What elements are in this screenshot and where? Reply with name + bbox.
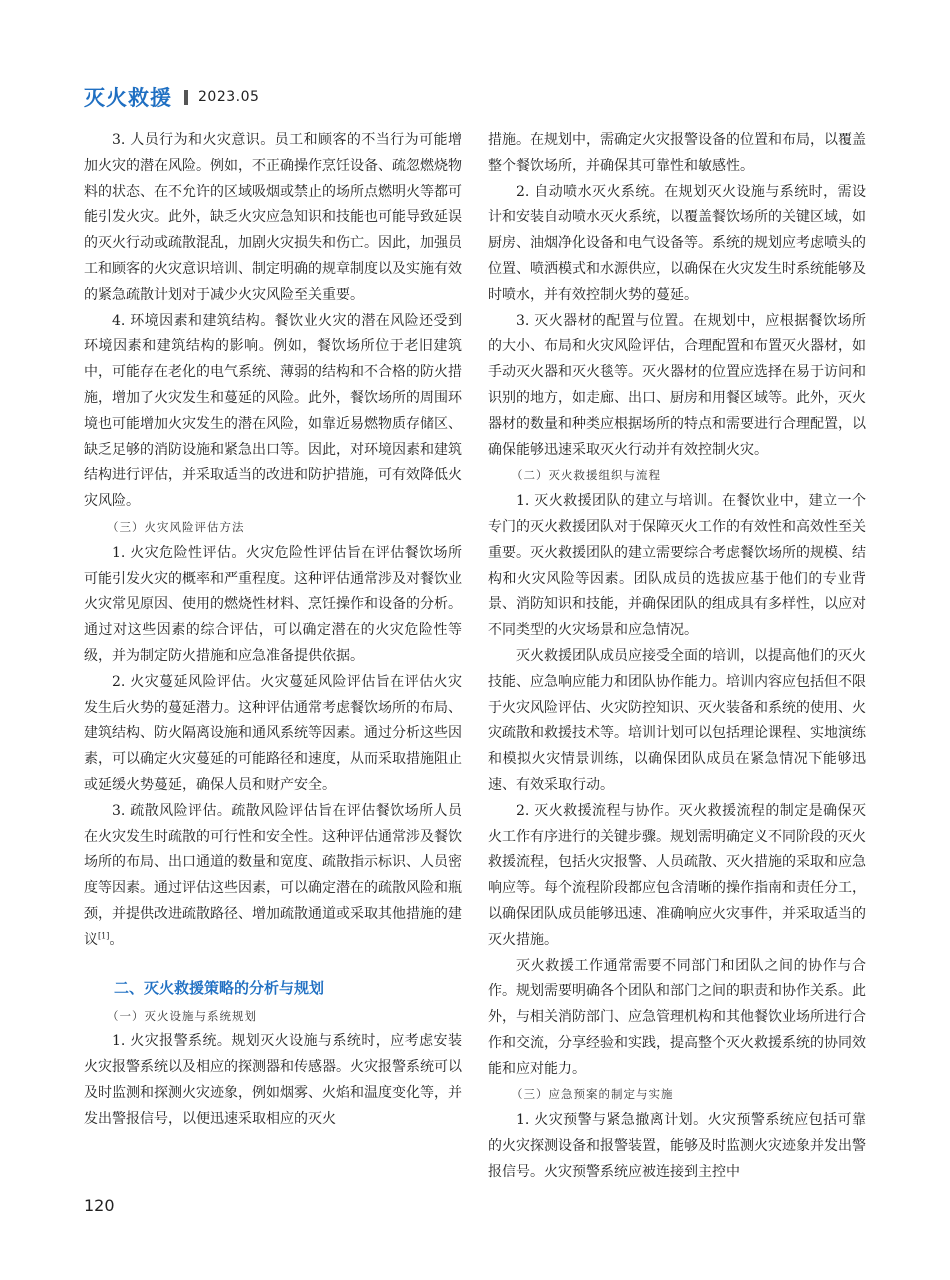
subheading-facilities: （一）灭火设施与系统规划 xyxy=(107,1008,257,1023)
paragraph-cooperation: 灭火救援工作通常需要不同部门和团队之间的协作与合作。规划需要明确各个团队和部门之间的职责和协作关系。此外，与相关消防部门、应急管理机构和其他餐饮业场所进行合作和交流，分享经验和实践，提高整个灭火救援系统的协同效能和应对能力。 xyxy=(488,957,866,1077)
subheading-organization: （二）灭火救援组织与流程 xyxy=(511,468,661,483)
paragraph-fire-hazard: 1. 火灾危险性评估。火灾危险性评估旨在评估餐饮场所可能引发火灾的概率和严重程度。这种评估通常涉及对餐饮业火灾常见原因、使用的燃烧性材料、烹饪操作和设备的分析。通过对这些因素的综合评估，可以确定潜在的火灾危险性等级，并为制定防火措施和应急准备提供依据。 xyxy=(84,544,462,664)
left-column xyxy=(84,128,462,1132)
right-column xyxy=(488,128,866,1186)
paragraph-team-training: 灭火救援团队成员应接受全面的培训，以提高他们的灭火技能、应急响应能力和团队协作能力。培训内容应包括但不限于火灾风险评估、火灾防控知识、灭火装备和系统的使用、火灾疏散和救援技术等。培训计划可以包括理论课程、实地演练和模拟火灾情景训练，以确保团队成员在紧急情况下能够迅速、有效采取行动。 xyxy=(488,647,866,793)
evacuation-text: 3. 疏散风险评估。疏散风险评估旨在评估餐饮场所人员在火灾发生时疏散的可行性和安全性。这种评估通常涉及餐饮场所的布局、出口通道的数量和宽度、疏散指示标识、人员密度等因素。通过评估这些因素，可以确定潜在的疏散风险和瓶颈，并提供改进疏散路径、增加疏散通道或采取其他措施的建议 xyxy=(84,802,462,948)
paragraph-extinguishers: 3. 灭火器材的配置与位置。在规划中，应根据餐饮场所的大小、布局和火灾风险评估，合理配置和布置灭火器材，如手动灭火器和灭火毯等。灭火器材的位置应选择在易于访问和识别的地方，如走廊、出口、厨房和用餐区域等。此外，灭火器材的数量和种类应根据场所的特点和需要进行合理配置，以确保能够迅速采取灭火行动并有效控制火灾。 xyxy=(488,312,866,458)
paragraph-environment: 4. 环境因素和建筑结构。餐饮业火灾的潜在风险还受到环境因素和建筑结构的影响。例如，餐饮场所位于老旧建筑中，可能存在老化的电气系统、薄弱的结构和不合格的防火措施，增加了火灾发生和蔓延的风险。此外，餐饮场所的周围环境也可能增加火灾发生的潜在风险，如靠近易燃物质存储区、缺乏足够的消防设施和紧急出口等。因此，对环境因素和建筑结构进行评估，并采取适当的改进和防护措施，可有效降低火灾风险。 xyxy=(84,312,462,510)
paragraph-human-behavior: 3. 人员行为和火灾意识。员工和顾客的不当行为可能增加火灾的潜在风险。例如，不正确操作烹饪设备、疏忽燃烧物料的状态、在不允许的区域吸烟或禁止的场所点燃明火等都可能引发火灾。此外，缺乏火灾应急知识和技能也可能导致延误的灭火行动或疏散混乱，加剧火灾损失和伤亡。因此，加强员工和顾客的火灾意识培训、制定明确的规章制度以及实施有效的紧急疏散计划对于减少火灾风险至关重要。 xyxy=(84,132,462,303)
citation-ref: [1] xyxy=(98,931,110,941)
evacuation-text-end: 。 xyxy=(109,931,124,948)
running-header xyxy=(84,82,259,112)
journal-title: 灭火救援 xyxy=(84,86,172,110)
page-number: 120 xyxy=(84,1196,115,1215)
paragraph-alarm-system: 1. 火灾报警系统。规划灭火设施与系统时，应考虑安装火灾报警系统以及相应的探测器和传感器。火灾报警系统可以及时监测和探测火灾迹象，例如烟雾、火焰和温度变化等，并发出警报信号，以便迅速采取相应的灭火 xyxy=(84,1033,462,1127)
subheading-risk-assessment: （三）火灾风险评估方法 xyxy=(107,519,245,534)
paragraph-evacuation xyxy=(84,799,462,954)
subheading-emergency-plan: （三）应急预案的制定与实施 xyxy=(511,1087,674,1102)
paragraph-alarm-continued: 措施。在规划中，需确定火灾报警设备的位置和布局，以覆盖整个餐饮场所，并确保其可靠性和敏感性。 xyxy=(488,132,866,174)
paragraph-fire-spread: 2. 火灾蔓延风险评估。火灾蔓延风险评估旨在评估火灾发生后火势的蔓延潜力。这种评估通常考虑餐饮场所的布局、建筑结构、防火隔离设施和通风系统等因素。通过分析这些因素，可以确定火灾蔓延的可能路径和速度，从而采取措施阻止或延缓火势蔓延，确保人员和财产安全。 xyxy=(84,673,462,793)
header-separator xyxy=(184,90,188,105)
paragraph-sprinkler: 2. 自动喷水灭火系统。在规划灭火设施与系统时，需设计和安装自动喷水灭火系统，以覆盖餐饮场所的关键区域，如厨房、油烟净化设备和电气设备等。系统的规划应考虑喷头的位置、喷洒模式和水源供应，以确保在火灾发生时系统能够及时喷水，并有效控制火势的蔓延。 xyxy=(488,183,866,303)
section-heading: 二、灭火救援策略的分析与规划 xyxy=(114,978,325,997)
paragraph-team-building: 1. 灭火救援团队的建立与培训。在餐饮业中，建立一个专门的灭火救援团队对于保障灭火工作的有效性和高效性至关重要。灭火救援团队的建立需要综合考虑餐饮场所的规模、结构和火灾风险等因素。团队成员的选拔应基于他们的专业背景、消防知识和技能，并确保团队的组成具有多样性，以应对不同类型的火灾场景和应急情况。 xyxy=(488,493,866,639)
issue-number: 2023.05 xyxy=(198,89,260,105)
paragraph-warning-plan: 1. 火灾预警与紧急撤离计划。火灾预警系统应包括可靠的火灾探测设备和报警装置，能够及时监测火灾迹象并发出警报信号。火灾预警系统应被连接到主控中 xyxy=(488,1112,866,1180)
paragraph-process: 2. 灭火救援流程与协作。灭火救援流程的制定是确保灭火工作有序进行的关键步骤。规划需明确定义不同阶段的灭火救援流程，包括火灾报警、人员疏散、灭火措施的采取和应急响应等。每个流程阶段都应包含清晰的操作指南和责任分工，以确保团队成员能够迅速、准确响应火灾事件，并采取适当的灭火措施。 xyxy=(488,802,866,948)
